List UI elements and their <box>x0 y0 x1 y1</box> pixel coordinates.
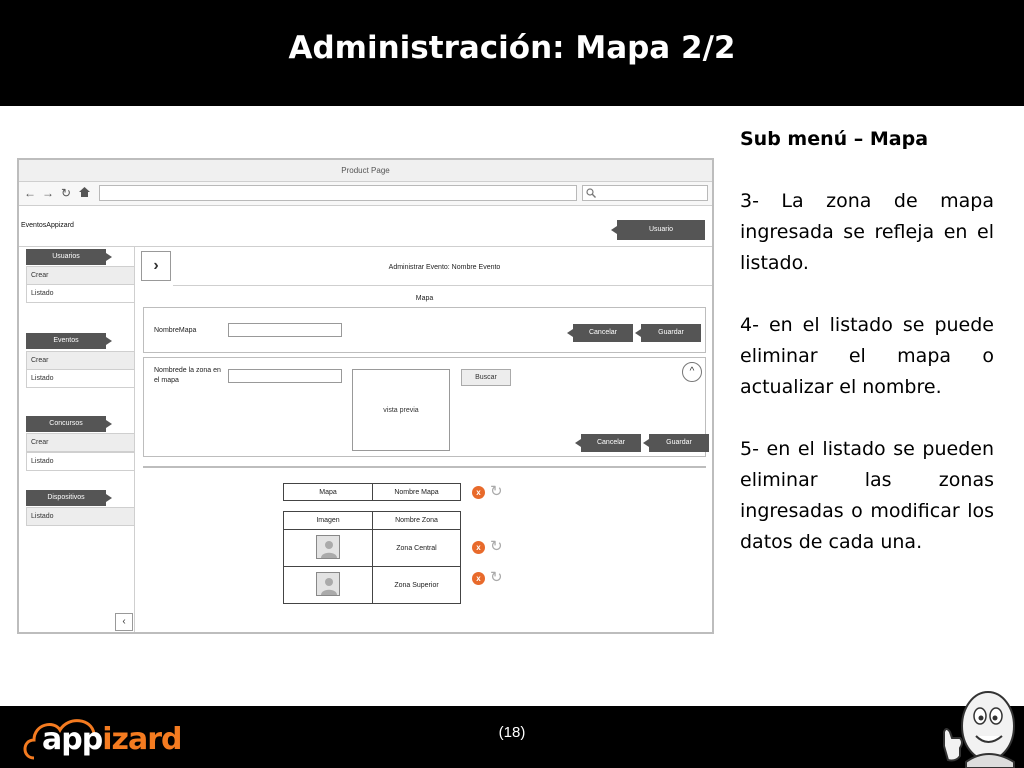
notes-panel <box>740 124 994 589</box>
divider <box>173 285 712 286</box>
zone-name-input[interactable] <box>228 369 342 383</box>
table-cell: Zona Superior <box>373 567 461 604</box>
wireframe-browser <box>17 158 714 634</box>
section-title: Mapa <box>415 295 434 302</box>
reload-icon[interactable]: ↻ <box>60 186 72 200</box>
mascot-icon <box>930 686 1024 768</box>
breadcrumb: Administrar Evento: Nombre Evento <box>388 264 501 271</box>
zone-row-actions <box>472 538 503 555</box>
back-arrow-icon[interactable]: ← <box>24 186 36 200</box>
cancel-button[interactable]: Cancelar <box>581 434 641 452</box>
refresh-icon[interactable]: ↻ <box>490 569 503 586</box>
map-row-actions <box>472 483 503 500</box>
map-preview: vista previa <box>352 369 450 451</box>
sidebar-section-eventos[interactable]: Eventos <box>26 333 106 349</box>
sidebar-item-crear[interactable]: Crear <box>26 351 135 370</box>
note-item: 3- La zona de mapa ingresada se refleja en el listado. <box>740 190 994 274</box>
table-cell: Nombre Mapa <box>373 484 461 501</box>
slide-title: Administración: Mapa 2/2 <box>288 30 736 66</box>
browser-search-input[interactable] <box>582 185 708 201</box>
divider <box>143 466 706 468</box>
slide-footer <box>0 706 1024 768</box>
table-cell <box>284 567 373 604</box>
sidebar-item-listado[interactable]: Listado <box>26 369 135 388</box>
table-cell: Mapa <box>284 484 373 501</box>
table-row <box>284 530 461 567</box>
home-icon[interactable] <box>77 186 91 200</box>
map-table <box>283 483 461 501</box>
delete-icon[interactable]: x <box>472 486 485 499</box>
zone-row-actions <box>472 569 503 586</box>
table-row <box>284 567 461 604</box>
zone-form <box>143 357 706 457</box>
sidebar-item-crear[interactable]: Crear <box>26 266 135 285</box>
table-row <box>284 484 461 501</box>
table-row <box>284 512 461 530</box>
url-input[interactable] <box>99 185 577 201</box>
image-placeholder-icon <box>316 535 340 559</box>
sidebar-section-concursos[interactable]: Concursos <box>26 416 106 432</box>
table-header: Imagen <box>284 512 373 530</box>
save-button[interactable]: Guardar <box>641 324 701 342</box>
refresh-icon[interactable]: ↻ <box>490 483 503 500</box>
search-icon <box>586 188 596 198</box>
image-placeholder-icon <box>316 572 340 596</box>
main-content <box>137 247 712 632</box>
delete-icon[interactable]: x <box>472 572 485 585</box>
map-name-input[interactable] <box>228 323 342 337</box>
table-header: Nombre Zona <box>373 512 461 530</box>
chevron-up-icon[interactable]: ^ <box>682 362 702 382</box>
notes-heading: Sub menú – Mapa <box>740 128 929 150</box>
map-name-label: NombreMapa <box>154 327 197 334</box>
sidebar-item-listado[interactable]: Listado <box>26 452 135 471</box>
note-item: 5- en el listado se pueden eliminar las zonas ingresadas o modificar los datos de cada una. <box>740 438 994 553</box>
expand-chevron-icon[interactable]: › <box>141 251 171 281</box>
sidebar-item-listado[interactable]: Listado <box>26 507 135 526</box>
table-cell: Zona Central <box>373 530 461 567</box>
table-cell <box>284 530 373 567</box>
note-item: 4- en el listado se puede eliminar el mapa o actualizar el nombre. <box>740 314 994 398</box>
brand-name: EventosAppizard <box>21 222 74 229</box>
zone-table <box>283 511 461 604</box>
sidebar-section-usuarios[interactable]: Usuarios <box>26 249 106 265</box>
delete-icon[interactable]: x <box>472 541 485 554</box>
refresh-icon[interactable]: ↻ <box>490 538 503 555</box>
slide-header <box>0 0 1024 106</box>
collapse-sidebar-button[interactable]: ‹ <box>115 613 133 631</box>
app-topbar <box>19 206 712 247</box>
cancel-button[interactable]: Cancelar <box>573 324 633 342</box>
user-menu-button[interactable]: Usuario <box>617 220 705 240</box>
save-button[interactable]: Guardar <box>649 434 709 452</box>
page-number: (18) <box>498 724 526 741</box>
window-title: Product Page <box>19 160 712 182</box>
logo-text: appizard <box>42 722 182 757</box>
browser-navbar <box>19 182 712 206</box>
zone-name-label: Nombrede la zona en el mapa <box>154 367 221 384</box>
sidebar-item-listado[interactable]: Listado <box>26 284 135 303</box>
sidebar <box>19 247 135 632</box>
map-form <box>143 307 706 353</box>
sidebar-section-dispositivos[interactable]: Dispositivos <box>26 490 106 506</box>
forward-arrow-icon[interactable]: → <box>42 186 54 200</box>
sidebar-item-crear[interactable]: Crear <box>26 433 135 452</box>
search-button[interactable]: Buscar <box>461 369 511 386</box>
